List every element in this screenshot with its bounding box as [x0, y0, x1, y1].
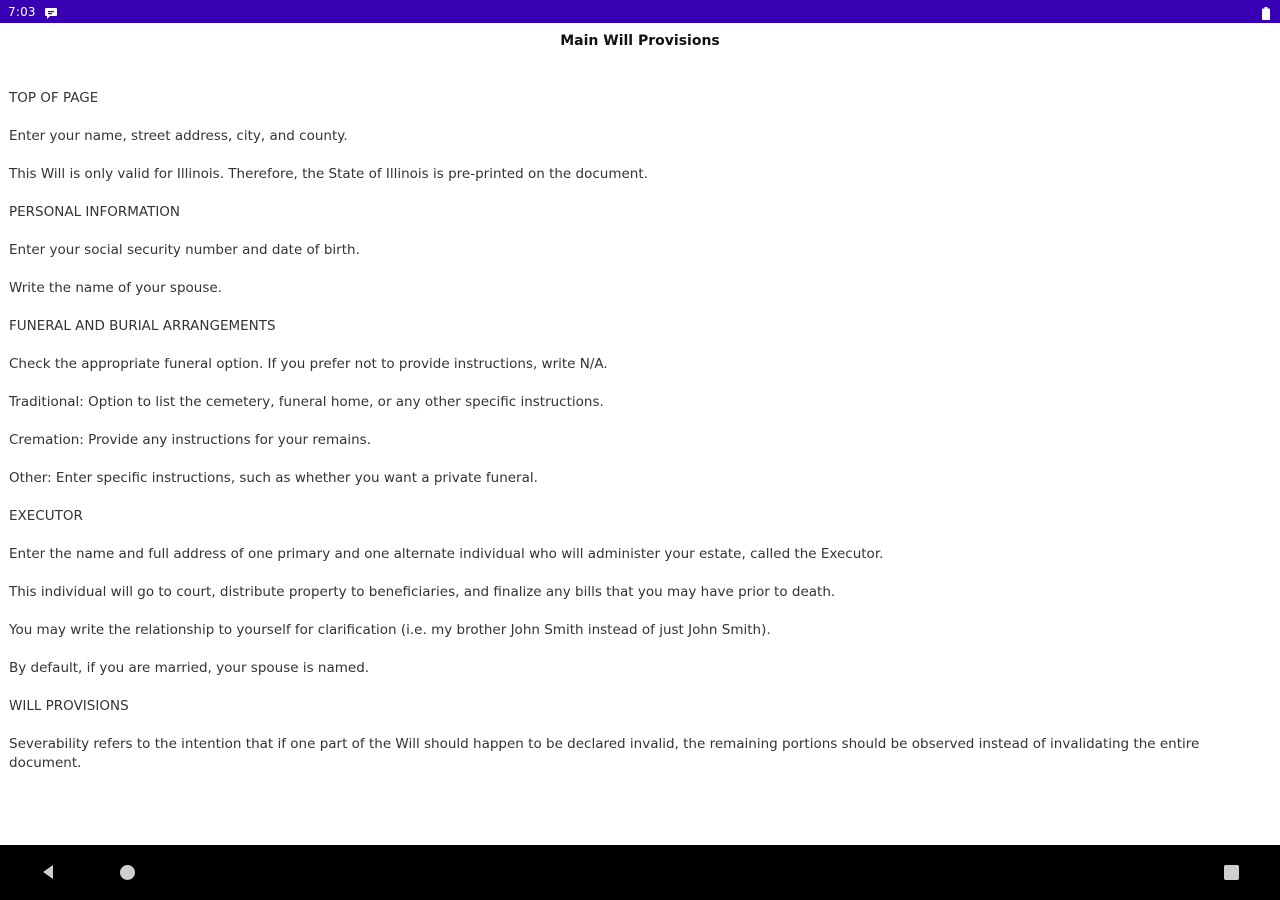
instruction-text: Enter your name, street address, city, and county.: [9, 128, 348, 144]
instruction-text: Check the appropriate funeral option. If you prefer not to provide instructions, write N/A.: [9, 356, 608, 372]
instruction-text: Write the name of your spouse.: [9, 280, 222, 296]
navigation-bar: [0, 845, 1280, 900]
section-heading: PERSONAL INFORMATION: [9, 204, 181, 220]
battery-icon: [1262, 5, 1270, 18]
instruction-text: Cremation: Provide any instructions for your remains.: [9, 432, 372, 448]
instruction-text: You may write the relationship to yourself for clarification (i.e. my brother John Smith instead of just John Smith).: [9, 622, 771, 638]
instruction-text: Severability refers to the intention that if one part of the Will should happen to be declared invalid, the remaining portions should be observed instead of invalidating the entire document.: [9, 736, 1200, 771]
section-heading: WILL PROVISIONS: [9, 698, 129, 714]
instruction-text: By default, if you are married, your spouse is named.: [9, 660, 370, 676]
section-heading: FUNERAL AND BURIAL ARRANGEMENTS: [9, 318, 276, 334]
back-icon[interactable]: [40, 864, 56, 880]
instruction-text: Traditional: Option to list the cemetery, funeral home, or any other specific instructions.: [9, 394, 604, 410]
status-time: 7:03: [8, 4, 36, 19]
instructions-content: [9, 89, 1249, 792]
instruction-text: This Will is only valid for Illinois. Therefore, the State of Illinois is pre-printed on the document.: [9, 166, 648, 182]
status-bar: [0, 0, 1280, 23]
recents-icon[interactable]: [1224, 865, 1239, 880]
message-icon: [44, 5, 58, 19]
instruction-text: This individual will go to court, distribute property to beneficiaries, and finalize any bills that you may have prior to death.: [9, 584, 836, 600]
instruction-text: Enter the name and full address of one primary and one alternate individual who will administer your estate, called the Executor.: [9, 546, 884, 562]
page-title: Main Will Provisions: [560, 33, 720, 49]
section-heading: EXECUTOR: [9, 508, 83, 524]
instruction-text: Other: Enter specific instructions, such as whether you want a private funeral.: [9, 470, 538, 486]
instruction-text: Enter your social security number and date of birth.: [9, 242, 360, 258]
home-icon[interactable]: [120, 865, 135, 880]
section-heading: TOP OF PAGE: [9, 90, 99, 106]
